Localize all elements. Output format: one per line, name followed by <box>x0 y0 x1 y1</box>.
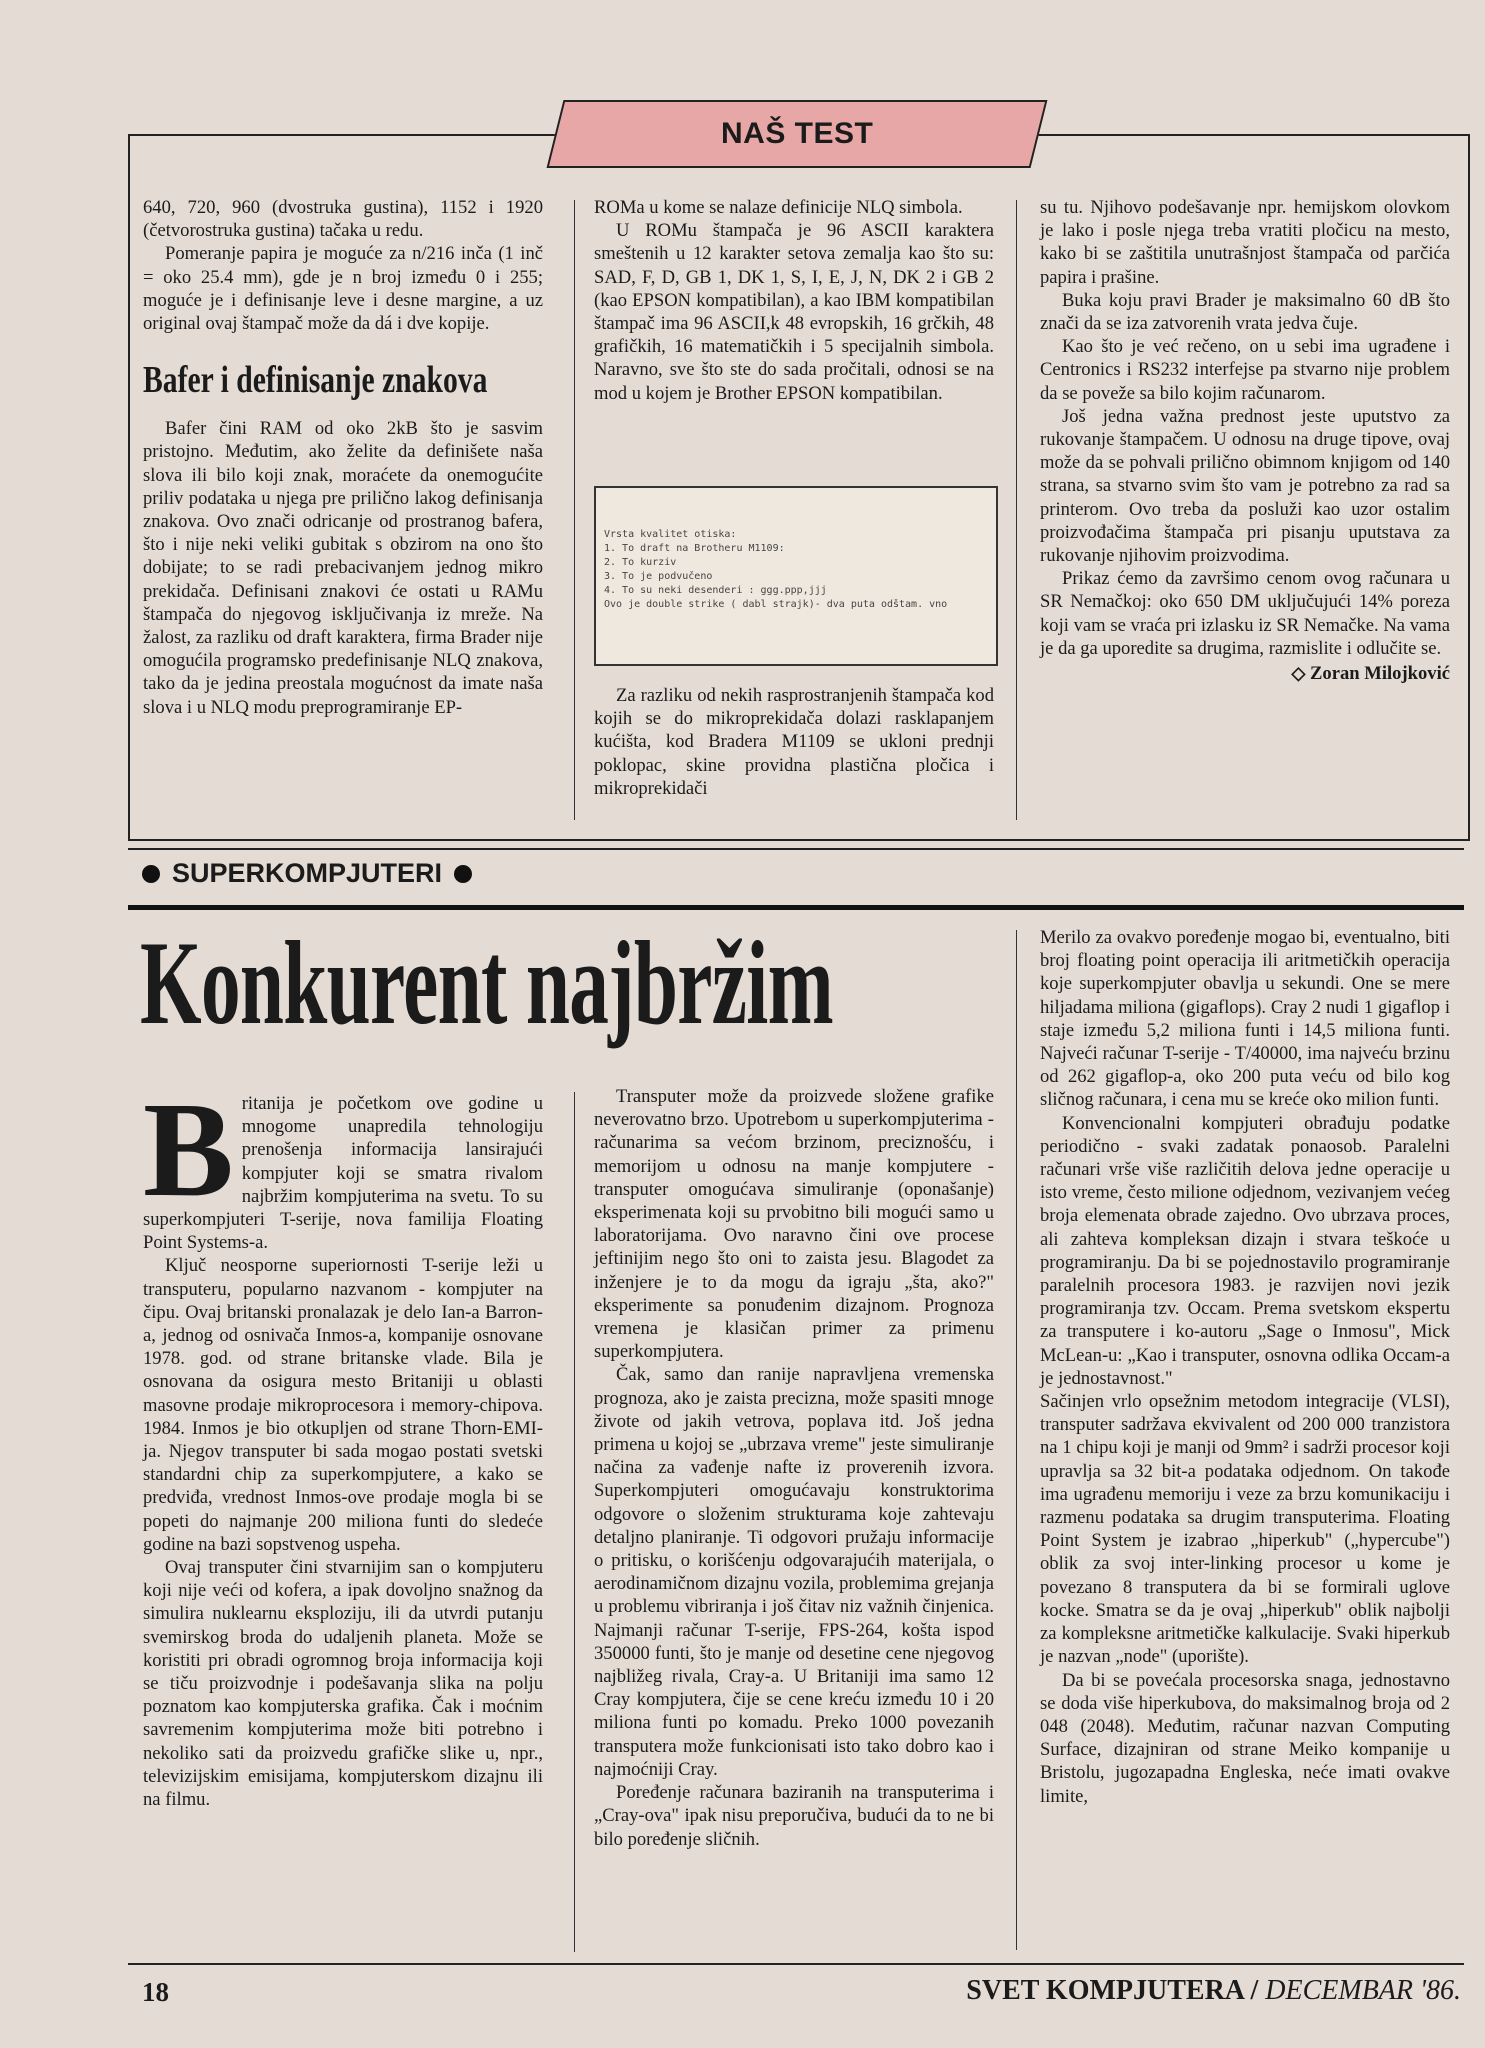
paragraph: Ovaj transputer čini stvarnijim san o kompjuteru koji nije veći od kofera, a ipak dovoljno snažnog da simulira nuklearnu eksploziju, ili da utvrdi putanju svemirskog broda do udaljenih planeta. Može se koristiti pri obradi ogromnog broja informacija koji se tiču proizvodnje i podešavanja slika na polju poznatom kao kompjuterska grafika. Čak i moćnim savremenim kompjuterima može biti potrebno i nekoliko sati da proizvedu grafičke slike u, npr., televizijskim emisijama, kompjuterskom dizajnu ili na filmu. <box>143 1557 543 1811</box>
article-column-2 <box>594 1085 994 1851</box>
section-title: SUPERKOMPJUTERI <box>172 858 443 888</box>
footer-separator: / <box>1243 1975 1266 2006</box>
drop-cap: B <box>143 1075 234 1225</box>
paragraph: Još jedna važna prednost jeste uputstvo za rukovanje štampačem. U odnosu na druge tipove, ovaj može da se pohvali prilično obimnom knjigom od 140 strana, sa stvarno svim što vam je potrebno za rad sa printerom. Ovo treba da posluži kao uzor ostalim proizvođačima štampača pri pisanju uputstava za rukovanje njihovim proizvodima. <box>1040 405 1450 567</box>
paragraph: Prikaz ćemo da završimo cenom ovog računara u SR Nemačkoj: oko 650 DM uključujući 14% poreza koji vam se vraća pri izlasku iz SR Nemačke. Na vama je da ga uporedite sa drugima, razmislite i odlučite se. <box>1040 568 1450 659</box>
print-sample-text: Vrsta kvalitet otiska: 1. To draft na Brotheru M1109: 2. To kurziv 3. To je podvučeno 4. To su neki desenderi : ggg.ppp,jjj Ovo je double strike ( dabl strajk)- dva puta odštam. vno <box>604 529 948 610</box>
author-signature <box>1040 662 1450 685</box>
author-name: Zoran Milojković <box>1310 663 1450 685</box>
paragraph: Poređenje računara baziranih na transputerima i „Cray-ova" ipak nisu preporučiva, budući da to ne bi bilo poređenje sličnih. <box>594 1782 994 1850</box>
bullet-icon <box>454 865 472 883</box>
print-sample-figure <box>594 486 998 666</box>
paragraph: Ključ neosporne superiornosti T-serije leži u transputeru, popularno nazvanom - kompjuter na čipu. Ovaj britanski pronalazak je delo Ian-a Barron-a, jednog od osnivača Inmos-a, kompanije osnovane 1978. god. od strane britanske vlade. Bila je osnovana da osigura mesto Britaniji u oblasti masovne prodaje mikroprocesora i memory-chipova. 1984. Inmos je bio otkupljen od strane Thorn-EMI-ja. Njegov transputer bi sada mogao postati svetski standardni chip za superkompjutere, a kako se predviđa, vrednost Inmos-ove prodaje mogla bi se popeti do najmanje 200 miliona funti do sledeće godine na bazi sopstvenog uspeha. <box>143 1255 543 1555</box>
paragraph: Transputer može da proizvede složene grafike neverovatno brzo. Upotrebom u superkompjuterima - računarima sa većom brzinom, preciznošću, i memorijom u odnosu na manje kompjutere - transputer omogućava simuliranje (oponašanje) eksperimenata koji su prvobitno bili mogući samo u laboratorijama. Ovo naravno čini ove procese jeftinijim nego što oni to zaista jesu. Blagodet za inženjere je to da mogu da igraju „šta, ako?" eksperimente sa ponuđenim dizajnom. Prognoza vremena je klasičan primer za primenu superkompjutera. <box>594 1086 994 1363</box>
section-header <box>142 858 472 889</box>
paragraph: 640, 720, 960 (dvostruka gustina), 1152 i 1920 (četvorostruka gustina) tačaka u redu. <box>143 197 543 242</box>
magazine-footer <box>966 1975 1461 2007</box>
review-subheading: Bafer i definisanje znakova <box>143 359 488 402</box>
paragraph: Merilo za ovakvo poređenje mogao bi, eventualno, biti broj floating point operacija ili aritmetičkih operacija koje superkompjuter obavlja u sekundi. One se mere hiljadama miliona (gigaflops). Cray 2 nudi 1 gigaflop i staje između 5,2 miliona funti i 14,5 miliona funti. Najveći računar T-serije - T/40000, ima najveću brzinu od 262 gigaflop-a, oko 200 puta veću od bilo kog sličnog računara, i cena mu se kreće oko milion funti. <box>1040 927 1450 1111</box>
review-column-3 <box>1040 196 1450 685</box>
paragraph: ROMa u kome se nalaze definicije NLQ simbola. <box>594 197 963 218</box>
paragraph: su tu. Njihovo podešavanje npr. hemijskom olovkom je lako i posle njega treba vratiti pločicu na mesto, kako bi se zaštitila unutrašnjost štampača od parčića papira i prašine. <box>1040 197 1450 288</box>
section-banner <box>547 100 1048 168</box>
paragraph: Kao što je već rečeno, on u sebi ima ugrađene i Centronics i RS232 interfejse pa stvarno nije problem da se poveže sa bilo kojim računarom. <box>1040 336 1450 404</box>
column-divider <box>1016 200 1017 820</box>
section-rule <box>128 848 1464 850</box>
paragraph: Za razliku od nekih rasprostranjenih štampača kod kojih se do mikroprekidača dolazi rasklapanjem kućišta, kod Bradera M1109 se ukloni prednji poklopac, skine providna plastična pločica i mikroprekidači <box>594 685 994 799</box>
paragraph: Sačinjen vrlo opsežnim metodom integracije (VLSI), transputer sadržava ekvivalent od 200 000 tranzistora na 1 chipu koji je manji od 9mm² i sadrži procesor koji upravlja sa 32 bit-a podataka odjednom. On takođe ima ugrađenu memoriju i veze za brzu komunikaciju i razmenu podataka sa drugim transputerima. Floating Point System je izabrao „hiperkub" („hypercube") oblik za svoj inter-linking procesor u kome je povezano 8 transputera da bi se formirali uglove kocke. Smatra se da je ovaj „hiperkub" oblik najbolji za kompleksne aritmetičke kalkulacije. Svaki hiperkub je nazvan „node" (uporište). <box>1040 1391 1450 1668</box>
diamond-icon: ◇ <box>1291 663 1306 684</box>
article-headline: Konkurent najbržim <box>140 916 833 1049</box>
review-column-2-continued <box>594 684 994 800</box>
paragraph <box>143 1075 543 1254</box>
paragraph: Buka koju pravi Brader je maksimalno 60 dB što znači da se iza zatvorenih vrata jedva čuje. <box>1040 289 1450 335</box>
paragraph: Da bi se povećala procesorska snaga, jednostavno se doda više hiperkubova, do maksimalnog broja od 2 048 (2048). Međutim, računar nazvan Computing Surface, dizajniran od strane Meiko kompanije u Bristolu, jugozapadna Engleska, neće imati ovakve limite, <box>1040 1669 1450 1807</box>
review-column-1 <box>143 196 543 719</box>
article-column-1 <box>143 1075 543 1811</box>
paragraph: U ROMu štampača je 96 ASCII karaktera smeštenih u 12 karakter setova zemalja kao što su: SAD, F, D, GB 1, DK 1, S, I, E, J, N, DK 2 i GB 2 (kao EPSON kompatibilan), a kao IBM kompatibilan štampač ima 96 ASCII,k 48 evropskih, 16 grčkih, 48 grafičkih, 16 matematičkih i 5 specijalnih simbola. Naravno, sve što ste do sada pročitali, odnosi se na mod u kojem je Brother EPSON kompatibilan. <box>594 220 994 404</box>
review-column-2 <box>594 196 994 405</box>
magazine-name: SVET KOMPJUTERA <box>966 1975 1244 2006</box>
paragraph: Pomeranje papira je moguće za n/216 inča (1 inč = oko 25.4 mm), gde je n broj između 0 i 255; moguće je i definisanje leve i desne margine, a uz original ovaj štampač može da dá i dve kopije. <box>143 243 543 335</box>
footer-rule <box>128 1963 1464 1965</box>
column-divider <box>574 200 575 820</box>
paragraph: Konvencionalni kompjuteri obrađuju podatke periodično - svaki zadatak ponaosob. Paralelni računari vrše više različitih delova jedne operacije u isto vreme, često milione odjednom, vezivanjem većeg broja elemenata obrade zajedno. Ovo ubrzava proces, ali zahteva kompleksan dizajn i stvara teškoće u programiranju. Da bi se pojednostavilo programiranje paralelnih procesora 1983. je razvijen novi jezik programiranja tzv. Occam. Prema svetskom ekspertu za transputere i ko-autoru „Sage o Inmosu", Mick McLean-u: „Kao i transputer, osnovna odlika Occam-a je jednostavnost." <box>1040 1112 1450 1389</box>
section-rule-thick <box>128 905 1464 910</box>
page-number: 18 <box>142 1977 169 2007</box>
banner-label: NAŠ TEST <box>720 117 874 150</box>
paragraph: Čak, samo dan ranije napravljena vremenska prognoza, ako je zaista precizna, može spasiti mnoge živote od jakih vetrova, poplava itd. Još jedna primena u kojoj se „ubrzava vreme" jeste simuliranje načina za vađenje nafte iz proverenih izvora. Superkompjuteri omogućavaju konstruktorima odgovore o složenim strukturama koje zahtevaju detaljno planiranje. Ti odgovori pružaju informacije o pritisku, o korišćenju odgovarajućih materijala, o aerodinamičnom dizajnu vozila, problemima grejanja u problemu vibriranja i još čitav niz važnih činjenica. Najmanji računar T-serije, FPS-264, košta ispod 350000 funti, što je manje od desetine cene njegovog najbližeg rivala, Cray-a. U Britaniji ima samo 12 Cray kompjutera, čije se cene kreću između 10 i 20 miliona funti po komadu. Preko 1000 povezanih transputera može funkcionisati isto tako dobro kao i najmoćniji Cray. <box>594 1364 994 1780</box>
column-divider <box>1016 930 1017 1950</box>
article-column-3 <box>1040 926 1450 1808</box>
paragraph-text: ritanija je početkom ove godine u mnogome unapredila tehnologiju prenošenja informacija lansirajući kompjuter koji se smatra rivalom najbržim kompjuterima na svetu. To su superkompjuteri T-serije, nova familija Floating Point Systems-a. <box>143 1093 543 1254</box>
paragraph: Bafer čini RAM od oko 2kB što je sasvim pristojno. Međutim, ako želite da definišete naša slova ili bilo koji znak, moraćete da onemogućite priliv podataka u njega pre prilično lakog definisanja znakova. Ovo znači odricanje od prostranog bafera, što i nije neki veliki gubitak s obzirom na ono što dobijate; to se radi prebacivanjem jednog mikro prekidača. Definisani znakovi će ostati u RAMu štampača do njegovog isključivanja iz mreže. Na žalost, za razliku od draft karaktera, firma Brader nije omogućila programsko predefinisanje NLQ znakova, tako da je jedina preostala mogućnost da imate naša slova i u NLQ modu preprogramiranje EP- <box>143 418 543 718</box>
issue-date: DECEMBAR '86. <box>1265 1975 1461 2006</box>
column-divider <box>574 1092 575 1952</box>
bullet-icon <box>142 865 160 883</box>
